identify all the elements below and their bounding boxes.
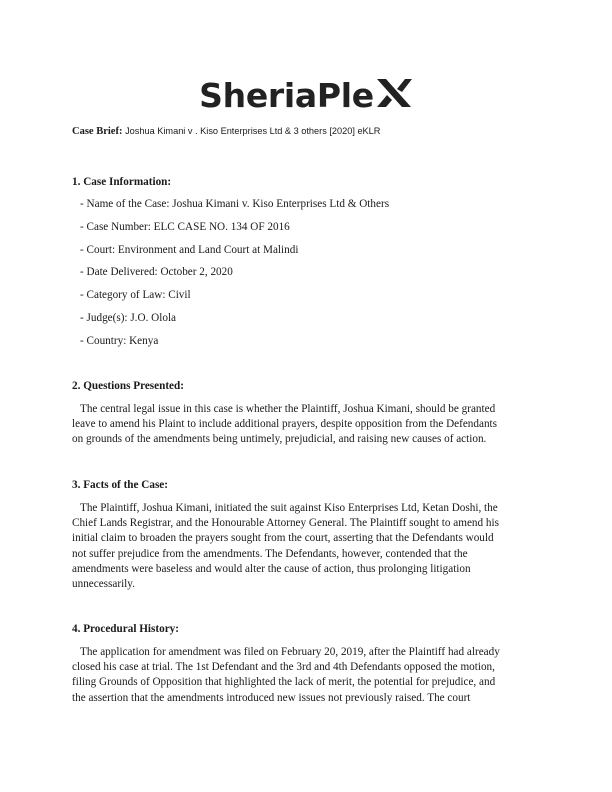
paragraph-line: closed his case at trial. The 1st Defendant and the 3rd and 4th Defendants opposed the motion, bbox=[72, 661, 495, 674]
case-brief-line bbox=[72, 126, 380, 137]
section-heading-case-information: 1. Case Information: bbox=[72, 176, 172, 188]
info-item-date-delivered: - Date Delivered: October 2, 2020 bbox=[80, 266, 233, 278]
paragraph-line: The central legal issue in this case is whether the Plaintiff, Joshua Kimani, should be granted bbox=[80, 403, 496, 415]
x-mark-icon bbox=[375, 77, 413, 114]
section-heading-facts: 3. Facts of the Case: bbox=[72, 479, 169, 491]
info-item-case-number: - Case Number: ELC CASE NO. 134 OF 2016 bbox=[80, 221, 290, 233]
info-item-country: - Country: Kenya bbox=[80, 335, 159, 347]
case-brief-title: Joshua Kimani v . Kiso Enterprises Ltd & 3 others [2020] eKLR bbox=[125, 126, 381, 136]
info-item-category: - Category of Law: Civil bbox=[80, 289, 191, 301]
sheriaplex-logo bbox=[0, 72, 612, 118]
paragraph-line: on grounds of the amendments being untimely, prejudicial, and raising new causes of action. bbox=[72, 433, 487, 446]
paragraph-line: not suffer prejudice from the amendments. The Defendants, however, contended that the bbox=[72, 547, 468, 560]
procedural-paragraph bbox=[72, 645, 538, 706]
info-item-judges: - Judge(s): J.O. Olola bbox=[80, 312, 177, 324]
paragraph-line: Chief Lands Registrar, and the Honourable Attorney General. The Plaintiff sought to amend his bbox=[72, 517, 499, 530]
paragraph-line: unnecessarily. bbox=[72, 578, 135, 591]
case-brief-label: Case Brief: bbox=[72, 126, 123, 137]
paragraph-line: initial claim to broaden the prayers sought from the court, asserting that the Defendants would bbox=[72, 532, 494, 545]
logo-text: SheriaPle bbox=[199, 75, 374, 115]
paragraph-line: The Plaintiff, Joshua Kimani, initiated the suit against Kiso Enterprises Ltd, Ketan Doshi, the bbox=[80, 502, 498, 514]
paragraph-line: leave to amend his Plaint to include additional prayers, despite opposition from the Defendants bbox=[72, 418, 498, 431]
facts-paragraph bbox=[72, 501, 538, 592]
info-item-court: - Court: Environment and Land Court at Malindi bbox=[80, 244, 299, 256]
questions-paragraph bbox=[72, 402, 538, 448]
info-item-case-name: - Name of the Case: Joshua Kimani v. Kiso Enterprises Ltd & Others bbox=[80, 198, 390, 210]
section-heading-procedural-history: 4. Procedural History: bbox=[72, 623, 179, 635]
paragraph-line: amendments were baseless and would alter the cause of action, thus prolonging litigation bbox=[72, 562, 471, 575]
section-heading-questions-presented: 2. Questions Presented: bbox=[72, 380, 184, 392]
paragraph-line: the assertion that the amendments introduced new issues not previously raised. The court bbox=[72, 691, 471, 704]
paragraph-line: filing Grounds of Opposition that highlighted the lack of merit, the potential for prejudice, and bbox=[72, 676, 496, 689]
paragraph-line: The application for amendment was filed on February 20, 2019, after the Plaintiff had already bbox=[80, 646, 500, 658]
